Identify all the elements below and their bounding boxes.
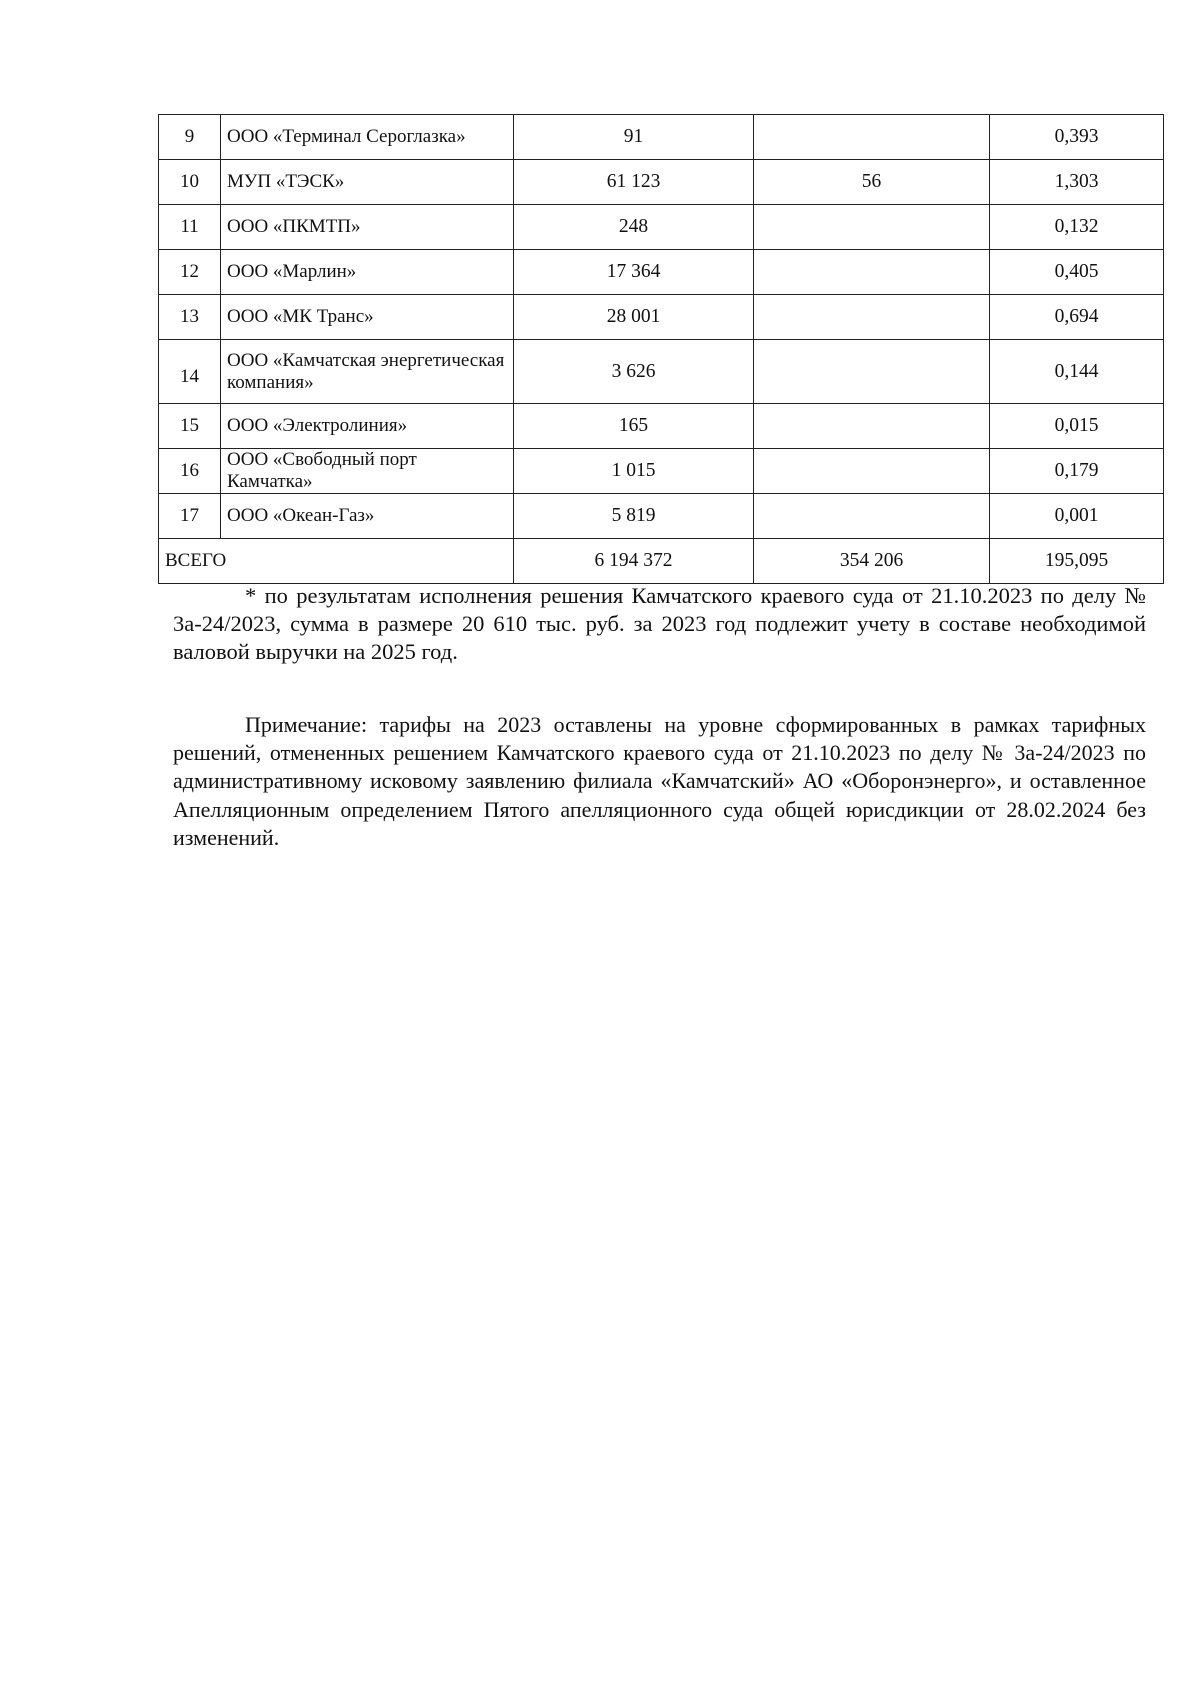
value-col-1: 165 — [514, 404, 754, 449]
row-number: 11 — [159, 205, 221, 250]
table-row — [159, 295, 1164, 340]
organization-name: ООО «Электролиния» — [221, 404, 514, 449]
table-row — [159, 404, 1164, 449]
organization-name: ООО «Свободный порт Камчатка» — [221, 449, 514, 494]
table-row — [159, 115, 1164, 160]
total-label: ВСЕГО — [159, 539, 514, 584]
row-number: 13 — [159, 295, 221, 340]
value-col-1: 1 015 — [514, 449, 754, 494]
value-col-2 — [754, 449, 990, 494]
organization-name: ООО «Терминал Сероглазка» — [221, 115, 514, 160]
value-col-2: 56 — [754, 160, 990, 205]
table-row — [159, 494, 1164, 539]
total-value-col-1: 6 194 372 — [514, 539, 754, 584]
value-col-3: 0,393 — [990, 115, 1164, 160]
table-row — [159, 449, 1164, 494]
value-col-3: 0,405 — [990, 250, 1164, 295]
value-col-3: 0,179 — [990, 449, 1164, 494]
organization-name: ООО «Океан-Газ» — [221, 494, 514, 539]
total-value-col-3: 195,095 — [990, 539, 1164, 584]
table-row — [159, 340, 1164, 404]
table-row — [159, 160, 1164, 205]
organization-name: ООО «ПКМТП» — [221, 205, 514, 250]
total-value-col-2: 354 206 — [754, 539, 990, 584]
row-number: 14 — [159, 340, 221, 404]
table-total-row — [159, 539, 1164, 584]
value-col-3: 0,144 — [990, 340, 1164, 404]
value-col-2 — [754, 115, 990, 160]
value-col-1: 17 364 — [514, 250, 754, 295]
row-number: 9 — [159, 115, 221, 160]
organization-name: МУП «ТЭСК» — [221, 160, 514, 205]
value-col-3: 0,132 — [990, 205, 1164, 250]
value-col-1: 91 — [514, 115, 754, 160]
table-row — [159, 205, 1164, 250]
table-row — [159, 250, 1164, 295]
row-number: 15 — [159, 404, 221, 449]
value-col-3: 0,001 — [990, 494, 1164, 539]
value-col-3: 0,015 — [990, 404, 1164, 449]
value-col-2 — [754, 404, 990, 449]
organization-name: ООО «МК Транс» — [221, 295, 514, 340]
value-col-2 — [754, 494, 990, 539]
note-paragraph: Примечание: тарифы на 2023 оставлены на уровне сформированных в рамках тарифных решений, отмененных решением Камчатского краевого суда от 21.10.2023 по делу № 3а-24/2023 по административному исковому заявлению филиала «Камчатский» АО «Оборонэнерго», и оставленное Апелляционным определением Пятого апелляционного суда общей юрисдикции от 28.02.2024 без изменений. — [173, 712, 1146, 850]
value-col-3: 1,303 — [990, 160, 1164, 205]
value-col-3: 0,694 — [990, 295, 1164, 340]
organization-name: ООО «Камчатская энергетическая компания» — [221, 340, 514, 404]
row-number: 16 — [159, 449, 221, 494]
value-col-1: 248 — [514, 205, 754, 250]
organization-name: ООО «Марлин» — [221, 250, 514, 295]
value-col-1: 5 819 — [514, 494, 754, 539]
footnote-paragraph: * по результатам исполнения решения Камчатского краевого суда от 21.10.2023 по делу № 3а-24/2023, сумма в размере 20 610 тыс. руб. за 2023 год подлежит учету в составе необходимой валовой выручки на 2025 год. — [173, 583, 1146, 664]
row-number: 10 — [159, 160, 221, 205]
value-col-1: 61 123 — [514, 160, 754, 205]
value-col-2 — [754, 295, 990, 340]
row-number: 17 — [159, 494, 221, 539]
value-col-1: 28 001 — [514, 295, 754, 340]
row-number: 12 — [159, 250, 221, 295]
tariff-table — [158, 114, 1164, 584]
value-col-2 — [754, 250, 990, 295]
value-col-2 — [754, 205, 990, 250]
value-col-2 — [754, 340, 990, 404]
value-col-1: 3 626 — [514, 340, 754, 404]
